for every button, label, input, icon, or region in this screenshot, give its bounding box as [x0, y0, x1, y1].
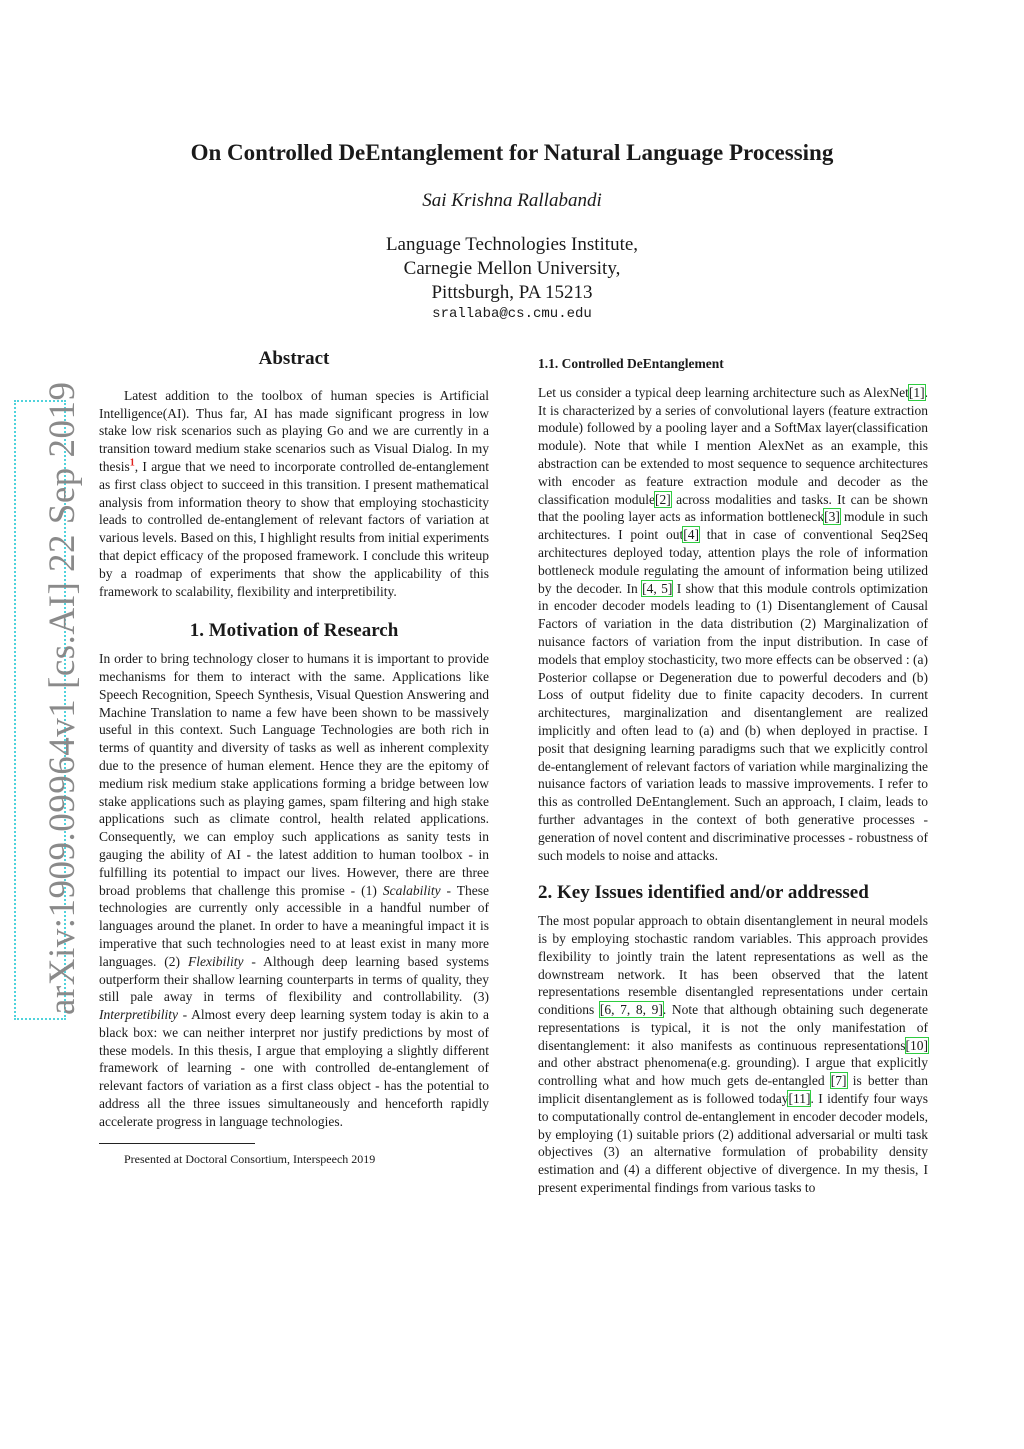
body-text: is better than implicit disentanglement as is followed today — [538, 1073, 928, 1107]
body-text: . It is characterized by a series of convolutional layers (feature extraction module) followed by a pooling layer and a SoftMax layer(classification module). Note that while I mention AlexNet as an example, this abstraction can be extended to most sequence to sequence architectures with encoder as feature extraction module and decoder as the classification module — [538, 384, 928, 507]
subsection-paragraph — [538, 384, 928, 865]
subsection-heading: 1.1. Controlled DeEntanglement — [538, 356, 724, 371]
footnote-divider — [99, 1143, 255, 1144]
body-text: across modalities and tasks. It can be shown that the pooling layer acts as information bottleneck — [538, 491, 929, 525]
footnote-marker[interactable]: 1 — [129, 457, 135, 469]
body-text: module in such architectures. I point out — [538, 509, 928, 543]
affiliation-line: Pittsburgh, PA 15213 — [431, 282, 593, 303]
body-text: In order to bring technology closer to humans it is important to provide mechanisms for them to interact with the same. Applications like Speech Recognition, Speech Synthesis, Visual Question Answering and Machine Translation to name a few have been shown to be massively useful in this context. Such Language Technologies are both rich in terms of quantity and diversity of tasks as well as inherent complexity due to the presence of human element. Hence they are the epitomy of medium risk medium stake applications forming a bridge between low stake applications such as playing games, spam filtering and high stake applications such as climate control, health related applications. Consequently, we can employ such applications as sanity tests in gauging the ability of AI - the latest addition to human toolbox - in fulfilling its potential to impact our lives. However, there are three broad problems that challenge this promise - (1) — [99, 651, 489, 898]
emphasis-text: Scalability — [382, 882, 441, 898]
affiliation-line: Language Technologies Institute, — [385, 234, 639, 255]
abstract-heading: Abstract — [258, 348, 330, 369]
body-text: The most popular approach to obtain disentanglement in neural models is by employing stochastic random variables. This approach provides flexibility to jointly train the latent representations as well as the downstream network. It has been observed that the latent representations resemble disentangled representations under certain conditions — [538, 913, 928, 1018]
body-text: that in case of conventional Seq2Seq architectures deployed today, attention plays the role of information bottleneck module regulating the amount of information being utilized by the decoder. In — [538, 527, 928, 596]
left-column — [99, 350, 489, 1167]
body-text: and other abstract phenomena(e.g. grounding). I argue that explicitly controlling what and how much gets de-entangled — [538, 1055, 928, 1089]
right-column — [538, 355, 928, 1197]
abstract-text-part: Latest addition to the toolbox of human species is Artificial Intelligence(AI). Thus far, AI has made significant progress in low stake low risk scenarios such as playing Go and we are currently in a transition toward medium stake scenarios such as Visual Dialog. In my thesis — [99, 387, 489, 474]
footnote: Presented at Doctoral Consortium, Interspeech 2019 — [124, 1151, 376, 1166]
abstract-text-part: , I argue that we need to incorporate controlled de-entanglement as first class object to succeed in this transition. I present mathematical analysis from information theory to show that employing stochasticity leads to controlled de-entanglement of relevant factors of variation at various levels. Based on this, I highlight results from initial experiments that depict efficacy of the proposed framework. I conclude this writeup by a roadmap of experiments that show the applicability of this framework to scalability, flexibility and interpretibility. — [99, 458, 489, 599]
citation-link[interactable]: [10] — [905, 1037, 928, 1053]
citation-link[interactable]: [2] — [655, 491, 671, 507]
paper-title: On Controlled DeEntanglement for Natural Language Processing — [190, 140, 834, 165]
section-1-paragraph — [99, 650, 489, 1131]
abstract-paragraph — [99, 387, 489, 601]
affiliation-line: Carnegie Mellon University, — [403, 258, 621, 279]
citation-link[interactable]: [11] — [788, 1091, 811, 1107]
emphasis-text: Interpretibility — [99, 1007, 178, 1023]
citation-link[interactable]: [6, 7, 8, 9] — [599, 1002, 663, 1018]
body-text: - These technologies are currently only accessible in a handful number of languages around the planet. In order to have a meaningful impact it is imperative that such technologies need to at least exist in many more languages. (2) — [99, 882, 489, 969]
section-2-heading: 2. Key Issues identified and/or addressed — [538, 882, 869, 904]
citation-link[interactable]: [4] — [683, 527, 699, 543]
citation-link[interactable]: [1] — [908, 384, 925, 400]
author-email[interactable]: srallaba@cs.cmu.edu — [432, 306, 592, 322]
body-text: - Although deep learning based systems outperform their shallow learning counterparts in terms of quality, they still pale away in terms of flexibility and controllability. (3) — [99, 953, 489, 1005]
citation-link[interactable]: [3] — [824, 509, 840, 525]
section-1-heading: 1. Motivation of Research — [189, 620, 399, 642]
emphasis-text: Flexibility — [187, 953, 244, 969]
body-text: I show that this module controls optimization in encoder decoder models leading to (1) Disentanglement of Causal Factors of variation in the data distribution (2) Marginalization of nuisance factors of variation from the input distribution. In case of models that employ stochasticity, two more effects can be observed : (a) Posterior collapse or Degeneration due to powerful decoders and (b) Loss of output fidelity due to finite capacity decoders. In current architectures, marginalization and disentanglement are realized implicitly and often lead to (a) and (b) when deployed in practise. I posit that designing learning paradigms such that we explicitly control de-entanglement of relevant factors of variation while marginalizing the nuisance factors of variation leads to massive improvements. I refer to this as controlled DeEntanglement. Such an approach, I claim, leads to further advantages in the context of both generative processes - generation of novel content and discriminative processes - robustness of such models to noise and attacks. — [538, 580, 928, 863]
arxiv-identifier[interactable]: arXiv:1909.09964v1 [cs.AI] 22 Sep 2019 — [42, 381, 83, 1015]
section-2-paragraph — [538, 912, 928, 1197]
body-text: . I identify four ways to computationally control de-entanglement in encoder decoder models, by employing (1) suitable priors (2) additional adversarial or multi task objectives (3) an alternative formulation of probability density estimation and (4) a different objective of divergence. In my thesis, I present experimental findings from various tasks to — [538, 1091, 928, 1196]
body-text: Let us consider a typical deep learning architecture such as AlexNet — [538, 384, 909, 400]
author-name: Sai Krishna Rallabandi — [422, 190, 602, 211]
affiliation — [0, 233, 1024, 305]
citation-link[interactable]: [4, 5] — [642, 580, 673, 596]
body-text: . Note that although obtaining such degenerate representations is typical, it is not the only manifestation of disentanglement: it also manifests as continuous representations — [538, 1002, 928, 1053]
body-text: - Almost every deep learning system today is akin to a black box: we can neither interpret nor justify predictions by most of these models. In this thesis, I argue that employing a slightly different framework of learning - one with controlled de-entanglement of relevant factors of variation as a first class object - has the potential to address all the three issues simultaneously and henceforth rapidly accelerate progress in language technologies. — [99, 1007, 489, 1129]
citation-link[interactable]: [7] — [830, 1073, 847, 1089]
